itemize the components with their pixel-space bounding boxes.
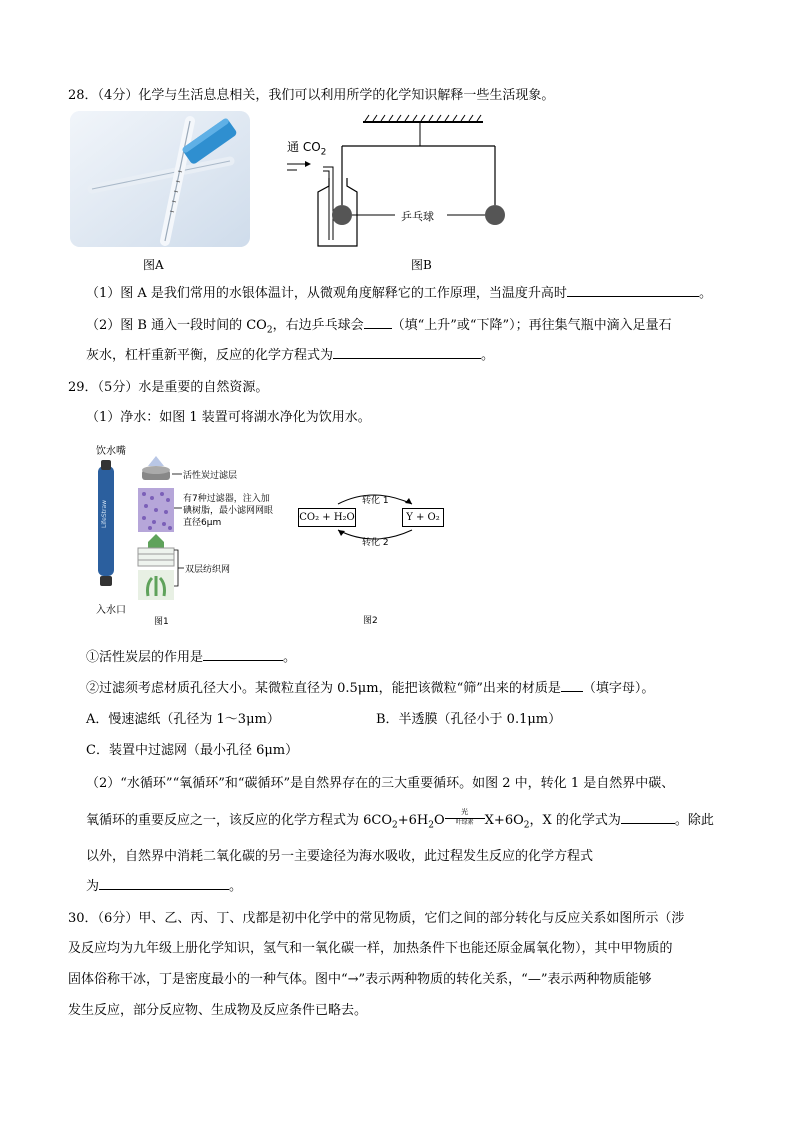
q29-sub2-line2: 氧循环的重要反应之一，该反应的化学方程式为 $6CO_2+6H_2O$ 光 叶绿素 $X+6O_2$，X 的化学式为 。除此 (86, 808, 714, 831)
option-b: B．半透膜（孔径小于 0.1μm） (376, 712, 562, 727)
q29-item2: ②过滤须考虑材质孔径大小。某微粒直径为 0.5μm，能把该微粒“筛”出来的材质是 （填字母）。 (86, 677, 654, 696)
co2-inlet-label: 通 $CO_2$ (287, 140, 327, 158)
pingpong-label: 乒乓球 (401, 210, 434, 223)
q29-sub2-line1: （2）“水循环”“氧循环”和“碳循环”是自然界存在的三大重要循环。如图 2 中，转化 1 是自然界中碳、 (86, 776, 675, 791)
cycle-figure (298, 490, 448, 550)
q30-line3: 固体俗称干冰，丁是密度最小的一种气体。图中“→”表示两种物质的转化关系，“—”表示两种物质能够 (68, 972, 652, 987)
q29-sub2-line3: 以外，自然界中消耗二氧化碳的另一主要途径为海水吸收，此过程发生反应的化学方程式 (86, 849, 594, 864)
svg-text:LifeStraw: LifeStraw (101, 499, 108, 528)
fig-a-label: 图A (143, 258, 164, 272)
double-mesh-label: 双层纺织网 (185, 565, 231, 575)
thermometer-photo (70, 111, 250, 247)
y-o2-box: Y + O₂ (402, 508, 444, 527)
q28-sub1: （1）图 A 是我们常用的水银体温计，从微观角度解释它的工作原理，当温度升高时 。 (86, 282, 712, 301)
fig2-caption: 图2 (363, 616, 378, 626)
q30-line2: 及反应均为九年级上册化学知识，氢气和一氧化碳一样，加热条件下也能还原金属氧化物），其中甲物质的 (68, 941, 673, 956)
conversion-2-label: 转化 2 (362, 538, 389, 548)
q28-sub2: （2）图 B 通入一段时间的 $CO_2$，右边乒乓球会 （填“上升”或“下降”）；再往集气瓶中滴入足量石 (86, 314, 672, 336)
q28-sub2-line2: 灰水，杠杆重新平衡，反应的化学方程式为 。 (86, 344, 494, 363)
q29-sub1: （1）净水：如图 1 装置可将湖水净化为饮用水。 (86, 410, 371, 425)
q28-stem: 28．（4分）化学与生活息息相关，我们可以利用所学的化学知识解释一些生活现象。 (68, 88, 555, 103)
q30-line4: 发生反应，部分反应物、生成物及反应条件已略去。 (68, 1003, 368, 1018)
q30-line1: 30．（6分）甲、乙、丙、丁、戊都是初中化学中的常见物质，它们之间的部分转化与反应关系如图所示（涉 (68, 911, 685, 926)
option-c: C．装置中过滤网（最小孔径 6μm） (86, 743, 299, 758)
q29-stem: 29．（5分）水是重要的自然资源。 (68, 380, 269, 395)
carbon-layer-label: 活性炭过滤层 (183, 471, 238, 481)
q29-item1: ①活性炭层的作用是 。 (86, 646, 296, 665)
reaction-arrow: 光 叶绿素 (445, 818, 485, 827)
q29-sub2-line4: 为 。 (86, 875, 242, 894)
resin-filter-label: 有7种过滤器，注入加 碘树脂，最小滤网网眼 直径6μm (183, 494, 274, 528)
drinking-nozzle-label: 饮水嘴 (96, 446, 126, 457)
lever-apparatus (285, 110, 505, 250)
fig-b-label: 图B (411, 258, 432, 272)
co2-h2o-box: CO₂ + H₂O (298, 508, 356, 527)
conversion-1-label: 转化 1 (362, 496, 389, 506)
fig1-caption: 图1 (154, 617, 169, 627)
water-inlet-label: 入水口 (96, 605, 126, 616)
purifier-figure (92, 438, 292, 628)
option-a: A．慢速滤纸（孔径为 1～3μm） (86, 712, 280, 727)
